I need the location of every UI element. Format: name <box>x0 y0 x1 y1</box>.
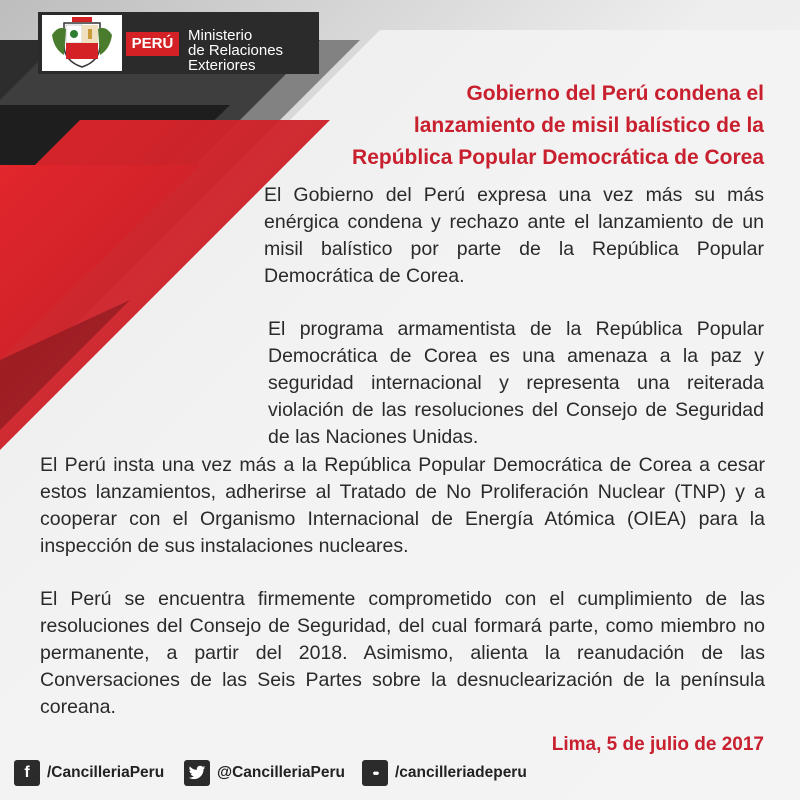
ministry-name <box>188 28 319 73</box>
statement-title <box>244 78 764 174</box>
coat-of-arms-icon <box>42 15 122 71</box>
statement-date: Lima, 5 de julio de 2017 <box>551 734 764 755</box>
social-twitter[interactable] <box>184 758 345 788</box>
flickr-icon: •• <box>362 760 388 786</box>
paragraph-4: El Perú se encuentra firmemente comprometido con el cumplimiento de las resoluciones del Consejo de Seguridad, del cual formará parte, como miembro no permanente, a partir del 2018. Asimismo, alienta la reanudación de las Conversaciones de las Seis Partes sobre la desnuclearización de la península coreana. <box>40 588 765 718</box>
ministry-line-1: Ministerio <box>188 27 253 44</box>
country-label: PERÚ <box>126 32 179 56</box>
facebook-icon: f <box>14 760 40 786</box>
social-label: /CancilleriaPeru <box>47 764 165 781</box>
social-flickr[interactable] <box>362 758 527 788</box>
paragraph-3: El Perú insta una vez más a la República Popular Democrática de Corea a cesar estos lanzamientos, adherirse al Tratado de No Proliferación Nuclear (TNP) y a cooperar con el Organismo Internacional de Energía Atómica (OIEA) para la inspección de sus instalaciones nucleares. <box>40 454 765 557</box>
paragraph-1: El Gobierno del Perú expresa una vez más su más enérgica condena y rechazo ante el lanzamiento de un misil balístico por parte de la República Popular Democrática de Corea. <box>264 184 764 287</box>
social-facebook[interactable] <box>14 758 164 788</box>
social-label: /cancilleriadeperu <box>395 764 527 781</box>
social-label: @CancilleriaPeru <box>217 764 345 781</box>
ministry-header <box>38 12 319 74</box>
title-line: Gobierno del Perú condena el <box>466 82 764 105</box>
twitter-icon <box>184 760 210 786</box>
ministry-line-2: de Relaciones Exteriores <box>188 42 284 74</box>
title-line: lanzamiento de misil balístico de la <box>413 114 764 137</box>
title-line: República Popular Democrática de Corea <box>352 146 764 169</box>
paragraph-2: El programa armamentista de la República Popular Democrática de Corea es una amenaza a la paz y seguridad internacional y representa una reiterada violación de las resoluciones del Consejo de Seguridad de las Naciones Unidas. <box>268 318 764 448</box>
